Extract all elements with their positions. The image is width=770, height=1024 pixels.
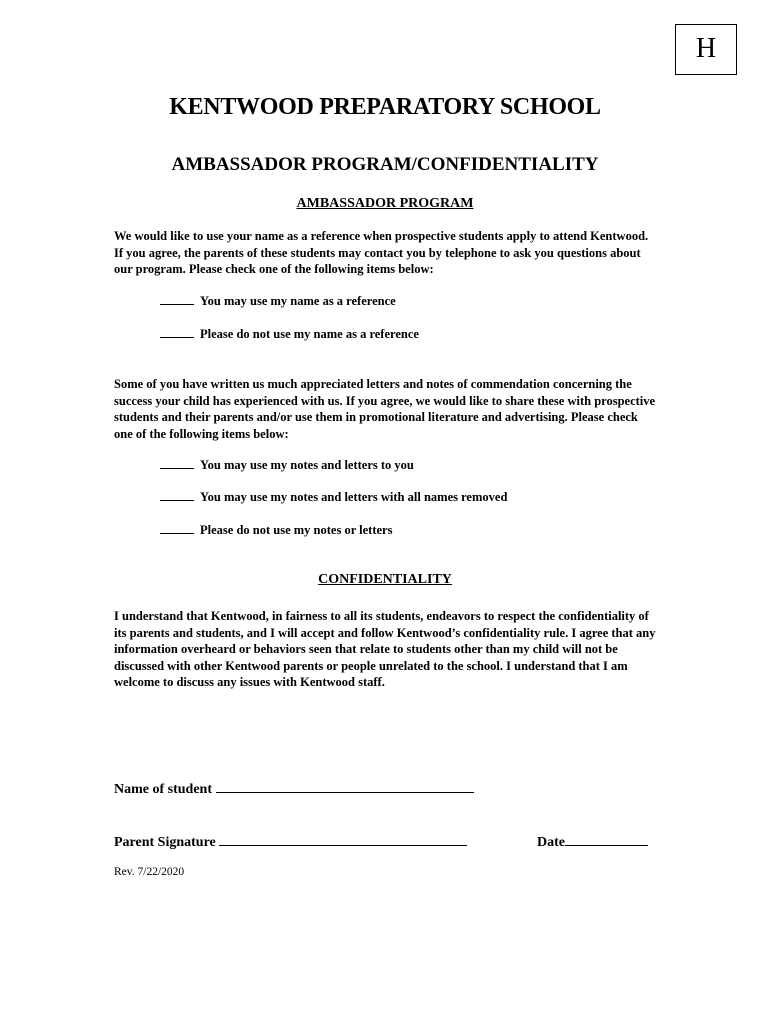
date-field[interactable] [565, 833, 648, 846]
student-name-field[interactable] [216, 780, 474, 793]
commendation-intro: Some of you have written us much appreciated letters and notes of commendation concerning the success your child has experienced with us. If you agree, we would like to share these with prospective students and their parents and/or use them in promotional literature and advertising. Please check one of the following items below: [114, 377, 656, 441]
revision-note: Rev. 7/22/2020 [114, 866, 185, 878]
confidentiality-heading: CONFIDENTIALITY [318, 572, 452, 587]
ambassador-heading: AMBASSADOR PROGRAM [296, 196, 474, 211]
checkbox-blank[interactable] [160, 490, 194, 501]
commendation-option-use-notes[interactable] [160, 458, 414, 473]
option-label: You may use my notes and letters to you [200, 458, 414, 472]
checkbox-blank[interactable] [160, 523, 194, 534]
commendation-option-do-not-use[interactable] [160, 523, 392, 538]
checkbox-blank[interactable] [160, 327, 194, 338]
commendation-option-names-removed[interactable] [160, 490, 507, 505]
parent-signature-field[interactable] [219, 833, 467, 846]
checkbox-blank[interactable] [160, 294, 194, 305]
option-label: Please do not use my notes or letters [200, 523, 393, 537]
date-label: Date [537, 835, 565, 850]
ambassador-option-use-name[interactable] [160, 294, 396, 309]
date-row [537, 833, 648, 851]
parent-signature-row [114, 833, 467, 851]
parent-signature-label: Parent Signature [114, 835, 216, 850]
option-label: You may use my notes and letters with all names removed [200, 490, 508, 504]
option-label: Please do not use my name as a reference [200, 327, 419, 341]
student-name-label: Name of student [114, 782, 212, 797]
ambassador-intro: We would like to use your name as a reference when prospective students apply to attend Kentwood. If you agree, the parents of these students may contact you by telephone to ask you questions about our program. Please check one of the following items below: [114, 229, 649, 276]
option-label: You may use my name as a reference [200, 294, 396, 308]
form-letter-box: H [675, 24, 737, 75]
checkbox-blank[interactable] [160, 458, 194, 469]
form-subtitle: AMBASSADOR PROGRAM/CONFIDENTIALITY [171, 154, 599, 175]
school-title: KENTWOOD PREPARATORY SCHOOL [169, 94, 601, 120]
confidentiality-text: I understand that Kentwood, in fairness to all its students, endeavors to respect the confidentiality of its parents and students, and I will accept and follow Kentwood’s confidentiality rule. I agree that any information overheard or behaviors seen that relate to students other than my child will not be discussed with other Kentwood parents or people unrelated to the school. I understand that I am welcome to discuss any issues with Kentwood staff. [114, 609, 656, 689]
student-name-row [114, 780, 474, 798]
ambassador-option-do-not-use-name[interactable] [160, 327, 419, 342]
